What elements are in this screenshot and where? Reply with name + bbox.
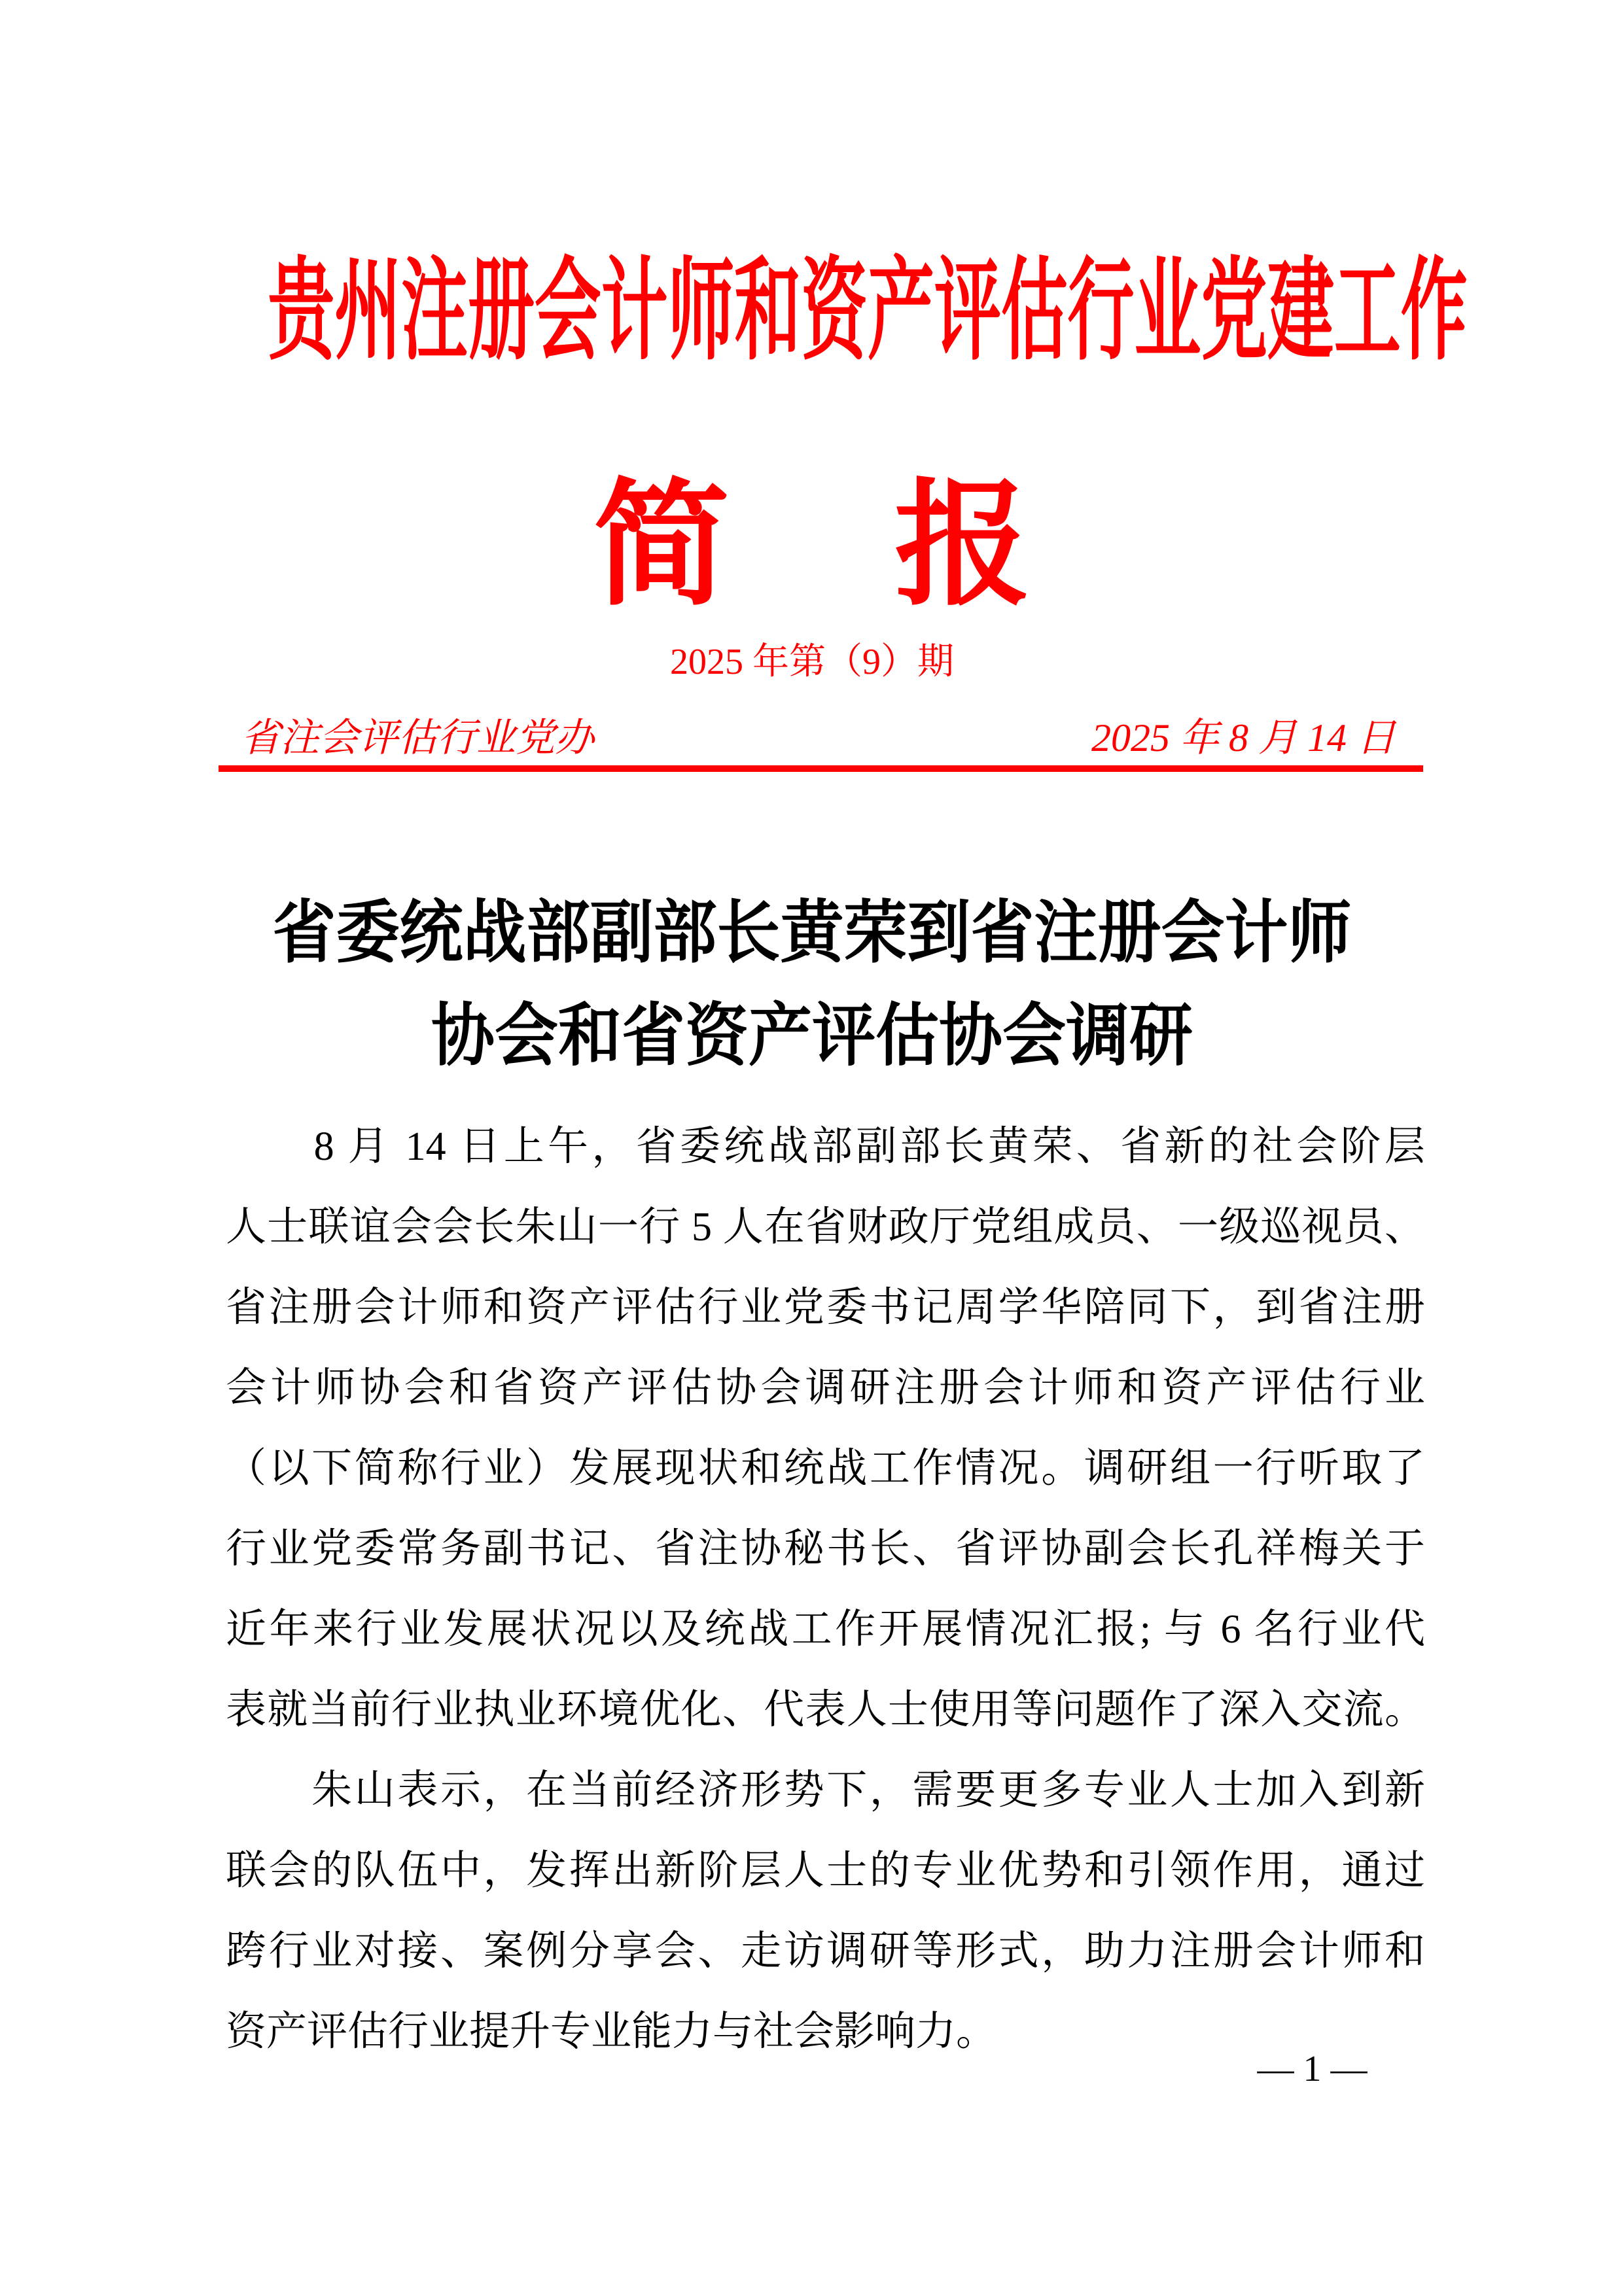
body-line: 行业党委常务副书记、省注协秘书长、省评协副会长孔祥梅关于 — [226, 1527, 1425, 1571]
body-line: 表就当前行业执业环境优化、代表人士使用等问题作了深入交流。 — [226, 1688, 1425, 1732]
bulletin-title — [0, 471, 1624, 621]
divider-rule — [219, 765, 1423, 772]
bulletin-title-char-1: 简 — [593, 471, 730, 621]
article-title — [0, 882, 1624, 1088]
body-line: 人士联谊会会长朱山一行 5 人在省财政厅党组成员、一级巡视员、 — [226, 1205, 1425, 1249]
article-title-line-2: 协会和省资产评估协会调研 — [431, 998, 1193, 1074]
page-number: — 1 — — [1257, 2049, 1368, 2089]
body-line: 资产评估行业提升专业能力与社会影响力。 — [226, 2009, 997, 2054]
body-line: 近年来行业发展状况以及统战工作开展情况汇报; 与 6 名行业代 — [226, 1607, 1425, 1652]
body-line: 跨行业对接、案例分享会、走访调研等形式，助力注册会计师和 — [226, 1929, 1425, 1974]
article-title-line-1: 省委统战部副部长黄荣到省注册会计师 — [272, 895, 1352, 971]
publish-date: 2025 年 8 月 14 日 — [1091, 716, 1396, 759]
issue-number: 2025 年第（9）期 — [670, 642, 954, 682]
body-line: 朱山表示，在当前经济形势下，需要更多专业人士加入到新 — [226, 1768, 1425, 1813]
body-line: 联会的队伍中，发挥出新阶层人士的专业优势和引领作用，通过 — [226, 1849, 1425, 1893]
bulletin-title-char-2: 报 — [894, 471, 1031, 621]
publication-row — [219, 716, 1423, 761]
body-line: 会计师协会和省资产评估协会调研注册会计师和资产评估行业 — [226, 1366, 1425, 1410]
issuer-label: 省注会评估行业党办 — [241, 716, 594, 759]
article-body — [226, 1107, 1425, 2072]
body-line: 省注册会计师和资产评估行业党委书记周学华陪同下，到省注册 — [226, 1285, 1425, 1330]
masthead-title: 贵州注册会计师和资产评估行业党建工作 — [268, 250, 1468, 374]
body-line: （以下简称行业）发展现状和统战工作情况。调研组一行听取了 — [226, 1446, 1425, 1491]
body-line: 8 月 14 日上午，省委统战部副部长黄荣、省新的社会阶层 — [226, 1124, 1425, 1169]
